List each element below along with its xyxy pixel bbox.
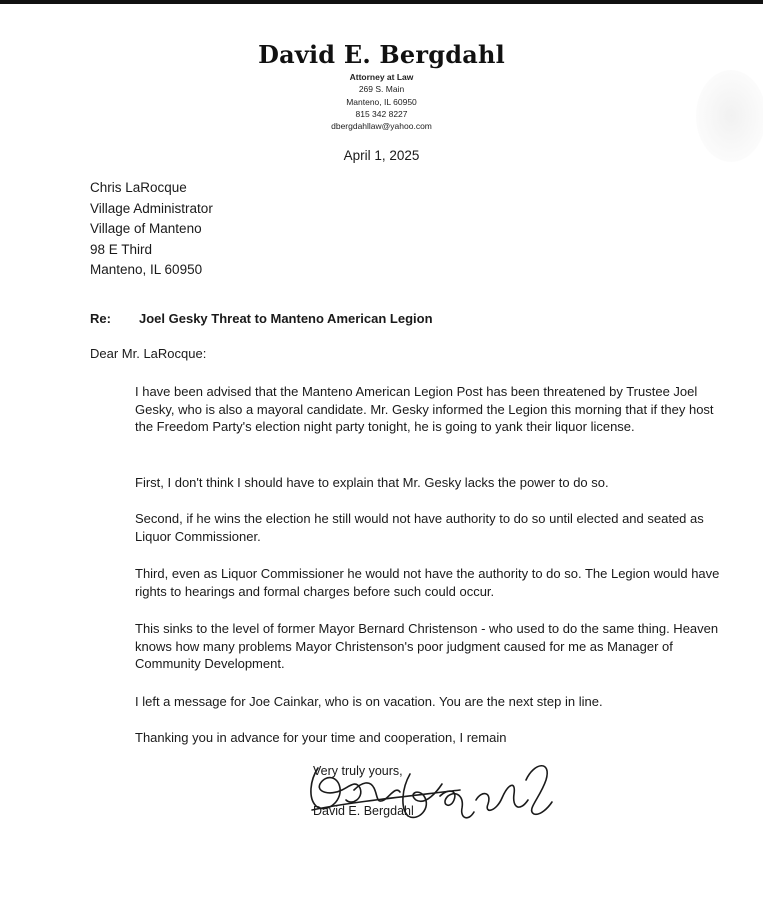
letterhead-street: 269 S. Main: [358, 84, 405, 95]
subject-line: [90, 311, 433, 326]
body-paragraph-2: First, I don't think I should have to explain that Mr. Gesky lacks the power to do so.: [135, 475, 609, 490]
recipient-address: [90, 178, 213, 281]
letterhead: [0, 40, 763, 132]
recipient-title: Village Administrator: [90, 200, 213, 216]
letterhead-title: Attorney at Law: [349, 72, 414, 82]
recipient-street: 98 E Third: [90, 241, 153, 257]
salutation: Dear Mr. LaRocque:: [90, 346, 207, 361]
body-paragraph-4: Third, even as Liquor Commissioner he would not have the authority to do so. The Legion would have rights to hearings and formal charges before such could occur.: [135, 566, 720, 599]
recipient-name: Chris LaRocque: [90, 180, 187, 195]
body-paragraph-7: Thanking you in advance for your time and cooperation, I remain: [135, 730, 507, 745]
letterhead-name: David E. Bergdahl: [258, 40, 505, 69]
body-paragraph-6: I left a message for Joe Cainkar, who is on vacation. You are the next step in line.: [135, 694, 603, 709]
body-paragraph-3: Second, if he wins the election he still would not have authority to do so until elected and seated as Liquor Commissioner.: [135, 511, 704, 544]
body-paragraph-1: I have been advised that the Manteno American Legion Post has been threatened by Trustee Joel Gesky, who is also a mayoral candidate. Mr. Gesky informed the Legion this morning that if they host the Freedom Party's election night party tonight, he is going to yank their liquor license.: [135, 384, 714, 435]
closing-line: Very truly yours,: [313, 764, 403, 778]
letterhead-email: dbergdahllaw@yahoo.com: [331, 121, 432, 132]
top-border: [0, 0, 763, 4]
letterhead-city: Manteno, IL 60950: [346, 96, 417, 107]
body-paragraph-5: This sinks to the level of former Mayor Bernard Christenson - who used to do the same thing. Heaven knows how many problems Mayor Christenson's poor judgment caused for me as Manager of Community Development.: [135, 621, 719, 672]
subject-label: Re:: [90, 311, 111, 326]
subject-text: Joel Gesky Threat to Manteno American Legion: [139, 311, 433, 326]
signer-name: David E. Bergdahl: [313, 804, 414, 818]
letter-date: April 1, 2025: [343, 148, 420, 163]
recipient-city: Manteno, IL 60950: [90, 262, 203, 278]
handwritten-signature: [290, 750, 560, 830]
recipient-org: Village of Manteno: [90, 221, 202, 237]
letterhead-phone: 815 342 8227: [355, 108, 408, 119]
